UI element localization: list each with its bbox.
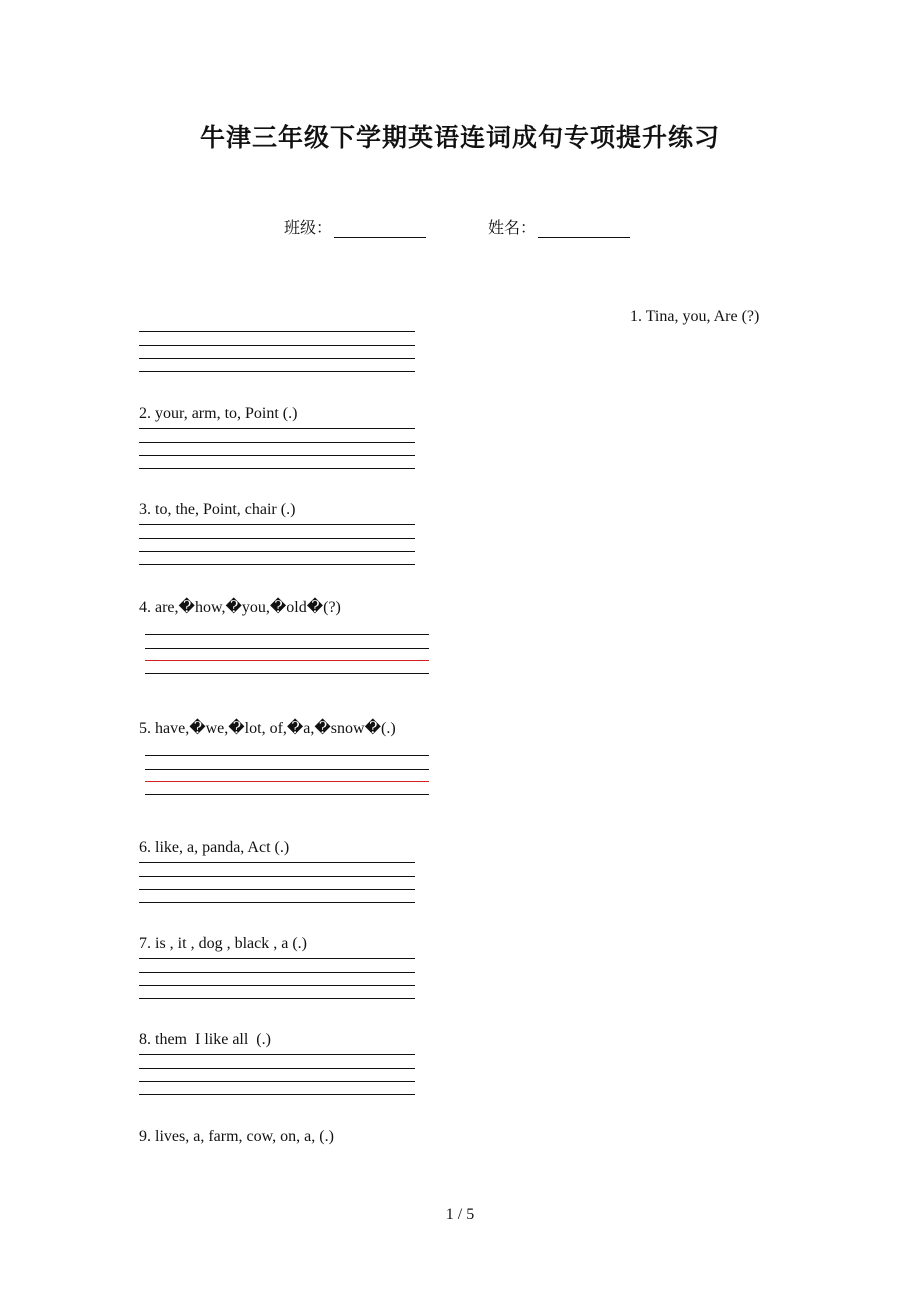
question-4: 4. are,�how,�you,�old�(?) [139, 599, 341, 616]
answer-line[interactable] [145, 634, 429, 635]
answer-line[interactable] [139, 371, 415, 372]
question-5: 5. have,�we,�lot, of,�a,�snow�(.) [139, 720, 396, 737]
answer-line[interactable] [145, 794, 429, 795]
answer-line[interactable] [139, 1094, 415, 1095]
answer-line[interactable] [139, 1081, 415, 1082]
answer-line[interactable] [145, 755, 429, 756]
class-field [284, 215, 426, 238]
question-8: 8. them I like all (.) [139, 1031, 271, 1048]
answer-line[interactable] [139, 958, 415, 959]
answer-line-red[interactable] [145, 660, 429, 661]
question-3: 3. to, the, Point, chair (.) [139, 501, 296, 518]
answer-line[interactable] [139, 889, 415, 890]
name-label: 姓名： [488, 218, 537, 237]
answer-line[interactable] [139, 985, 415, 986]
class-blank[interactable] [334, 221, 426, 238]
answer-line[interactable] [145, 769, 429, 770]
question-6: 6. like, a, panda, Act (.) [139, 839, 290, 856]
answer-line[interactable] [139, 564, 415, 565]
question-7: 7. is , it , dog , black , a (.) [139, 935, 307, 952]
answer-line[interactable] [139, 345, 415, 346]
answer-line[interactable] [139, 358, 415, 359]
answer-line[interactable] [139, 902, 415, 903]
answer-line[interactable] [145, 673, 429, 674]
page-number: 1 / 5 [445, 1206, 475, 1223]
answer-line[interactable] [139, 972, 415, 973]
page-title: 牛津三年级下学期英语连词成句专项提升练习 [199, 123, 720, 152]
answer-line[interactable] [139, 442, 415, 443]
answer-line[interactable] [139, 551, 415, 552]
answer-line[interactable] [139, 1054, 415, 1055]
answer-line[interactable] [139, 455, 415, 456]
answer-line[interactable] [139, 1068, 415, 1069]
question-1: 1. Tina, you, Are (?) [630, 308, 760, 325]
class-label: 班级： [284, 218, 333, 237]
answer-line[interactable] [139, 428, 415, 429]
question-2: 2. your, arm, to, Point (.) [139, 405, 298, 422]
answer-line[interactable] [139, 876, 415, 877]
answer-line[interactable] [145, 648, 429, 649]
answer-line[interactable] [139, 331, 415, 332]
name-field [488, 215, 630, 238]
answer-line[interactable] [139, 524, 415, 525]
answer-line-red[interactable] [145, 781, 429, 782]
answer-line[interactable] [139, 538, 415, 539]
name-blank[interactable] [538, 221, 630, 238]
answer-line[interactable] [139, 468, 415, 469]
question-9: 9. lives, a, farm, cow, on, a, (.) [139, 1128, 334, 1145]
answer-line[interactable] [139, 998, 415, 999]
answer-line[interactable] [139, 862, 415, 863]
